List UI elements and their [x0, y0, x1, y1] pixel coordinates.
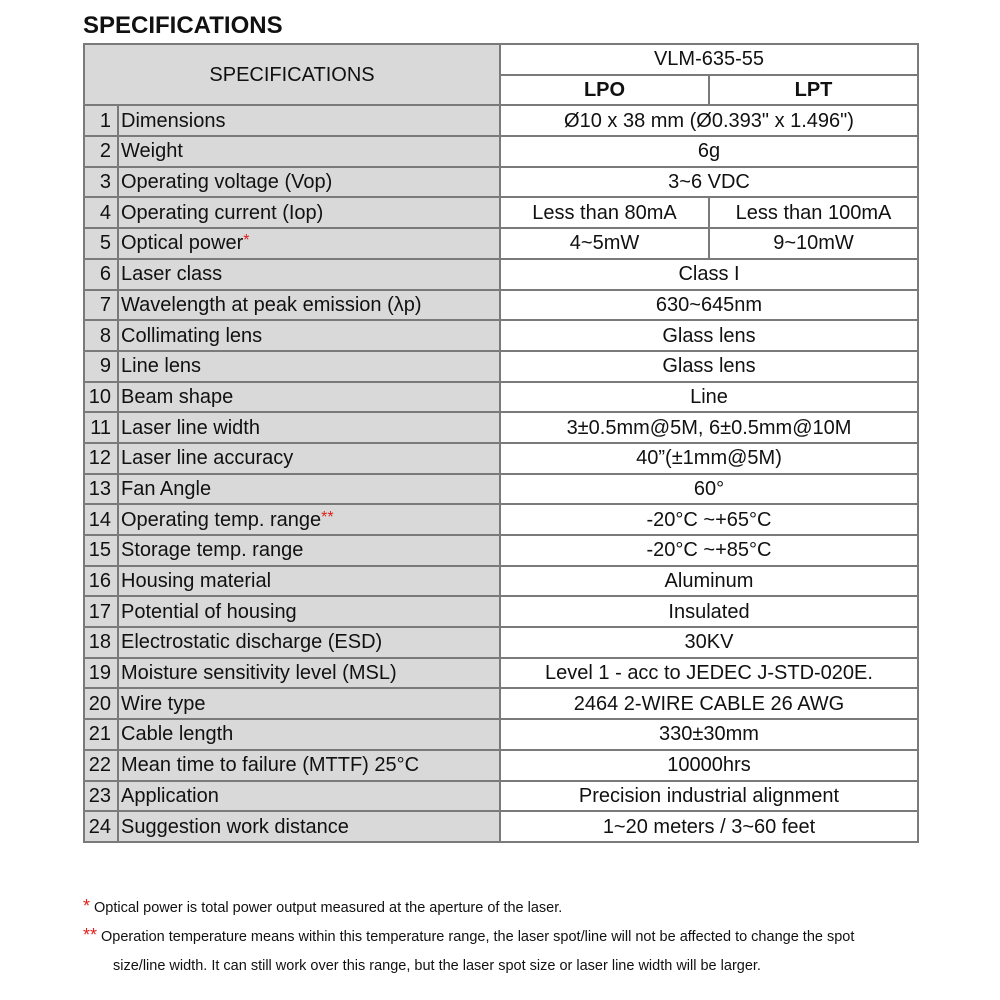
spec-label-text: Optical power — [121, 232, 244, 255]
row-number: 11 — [84, 412, 118, 443]
spec-label — [118, 627, 500, 658]
spec-label-text: Operating current (Iop) — [121, 201, 324, 224]
spec-label-text: Fan Angle — [121, 477, 212, 500]
spec-label-text: Weight — [121, 140, 183, 163]
table-row — [84, 535, 918, 566]
spec-label — [118, 719, 500, 750]
page-title: SPECIFICATIONS — [83, 12, 283, 39]
table-row — [84, 658, 918, 689]
spec-label-text: Collimating lens — [121, 324, 263, 347]
spec-label — [118, 750, 500, 781]
footnote-text: Optical power is total power output measured at the aperture of the laser. — [94, 900, 563, 916]
spec-label — [118, 259, 500, 290]
spec-label-text: Dimensions — [121, 109, 226, 132]
spec-value: 3~6 VDC — [500, 167, 918, 198]
table-row — [84, 688, 918, 719]
spec-label-text: Wavelength at peak emission (λp) — [121, 293, 422, 316]
spec-label — [118, 535, 500, 566]
spec-label — [118, 474, 500, 505]
spec-value: 630~645nm — [500, 290, 918, 321]
spec-label — [118, 566, 500, 597]
model-header: VLM-635-55 — [500, 44, 918, 75]
spec-label-text: Application — [121, 784, 219, 807]
header-row-model — [84, 44, 918, 75]
variant-header-lpo: LPO — [500, 75, 709, 106]
table-row — [84, 105, 918, 136]
row-number: 16 — [84, 566, 118, 597]
spec-label-text: Laser line accuracy — [121, 447, 294, 470]
table-row — [84, 811, 918, 842]
table-row — [84, 504, 918, 535]
spec-label-text: Potential of housing — [121, 600, 297, 623]
table-row — [84, 750, 918, 781]
spec-value: Glass lens — [500, 320, 918, 351]
spec-value: Line — [500, 382, 918, 413]
spec-label-text: Operating temp. range — [121, 508, 322, 531]
spec-value: Precision industrial alignment — [500, 781, 918, 812]
spec-label-text: Mean time to failure (MTTF) 25°C — [121, 754, 420, 777]
table-row — [84, 228, 918, 259]
footnotes — [83, 898, 963, 976]
footnote-marker: ** — [321, 508, 334, 526]
spec-value-lpt: Less than 100mA — [709, 197, 918, 228]
spec-value: Glass lens — [500, 351, 918, 382]
spec-label — [118, 290, 500, 321]
specifications-header: SPECIFICATIONS — [84, 44, 500, 105]
spec-label — [118, 167, 500, 198]
spec-value: Aluminum — [500, 566, 918, 597]
table-row — [84, 136, 918, 167]
spec-value: Level 1 - acc to JEDEC J-STD-020E. — [500, 658, 918, 689]
table-row — [84, 566, 918, 597]
table-row — [84, 259, 918, 290]
table-row — [84, 596, 918, 627]
spec-label — [118, 105, 500, 136]
spec-value: 330±30mm — [500, 719, 918, 750]
specifications-table — [83, 43, 919, 843]
spec-value: 40”(±1mm@5M) — [500, 443, 918, 474]
spec-label-text: Housing material — [121, 570, 272, 593]
spec-label — [118, 320, 500, 351]
row-number: 9 — [84, 351, 118, 382]
spec-value: -20°C ~+65°C — [500, 504, 918, 535]
spec-label — [118, 781, 500, 812]
spec-value-lpo: Less than 80mA — [500, 197, 709, 228]
spec-label-text: Moisture sensitivity level (MSL) — [121, 662, 397, 685]
spec-label-text: Line lens — [121, 355, 202, 378]
footnote-optical-power — [83, 898, 963, 918]
row-number: 8 — [84, 320, 118, 351]
spec-value-lpo: 4~5mW — [500, 228, 709, 259]
row-number: 6 — [84, 259, 118, 290]
row-number: 1 — [84, 105, 118, 136]
table-row — [84, 197, 918, 228]
spec-label — [118, 811, 500, 842]
row-number: 4 — [84, 197, 118, 228]
row-number: 10 — [84, 382, 118, 413]
spec-value: 1~20 meters / 3~60 feet — [500, 811, 918, 842]
row-number: 5 — [84, 228, 118, 259]
variant-header-lpt: LPT — [709, 75, 918, 106]
spec-label — [118, 658, 500, 689]
spec-label-text: Laser line width — [121, 416, 260, 439]
row-number: 7 — [84, 290, 118, 321]
table-row — [84, 443, 918, 474]
spec-label — [118, 382, 500, 413]
spec-label-text: Wire type — [121, 692, 206, 715]
row-number: 2 — [84, 136, 118, 167]
footnote-asterisk: ** — [83, 925, 98, 945]
spec-value: Ø10 x 38 mm (Ø0.393" x 1.496") — [500, 105, 918, 136]
spec-value: 3±0.5mm@5M, 6±0.5mm@10M — [500, 412, 918, 443]
spec-value: 6g — [500, 136, 918, 167]
spec-value: -20°C ~+85°C — [500, 535, 918, 566]
table-row — [84, 474, 918, 505]
spec-value: 30KV — [500, 627, 918, 658]
spec-label-text: Suggestion work distance — [121, 815, 349, 838]
spec-label — [118, 228, 500, 259]
spec-value: 10000hrs — [500, 750, 918, 781]
spec-label-text: Laser class — [121, 263, 223, 286]
spec-label — [118, 136, 500, 167]
row-number: 13 — [84, 474, 118, 505]
spec-label-text: Electrostatic discharge (ESD) — [121, 631, 383, 654]
spec-label-text: Beam shape — [121, 385, 234, 408]
table-row — [84, 412, 918, 443]
table-row — [84, 382, 918, 413]
spec-value: 2464 2-WIRE CABLE 26 AWG — [500, 688, 918, 719]
table-row — [84, 781, 918, 812]
footnote-text-line1: Operation temperature means within this temperature range, the laser spot/line will not be affected to change the spot — [101, 929, 855, 945]
spec-label-text: Storage temp. range — [121, 539, 304, 562]
row-number: 21 — [84, 719, 118, 750]
spec-label-text: Operating voltage (Vop) — [121, 171, 333, 194]
row-number: 17 — [84, 596, 118, 627]
spec-label — [118, 596, 500, 627]
spec-value: Insulated — [500, 596, 918, 627]
row-number: 14 — [84, 504, 118, 535]
spec-value: Class I — [500, 259, 918, 290]
row-number: 22 — [84, 750, 118, 781]
spec-value: 60° — [500, 474, 918, 505]
spec-label — [118, 688, 500, 719]
table-row — [84, 719, 918, 750]
footnote-asterisk: * — [83, 896, 91, 916]
spec-label — [118, 351, 500, 382]
spec-label — [118, 443, 500, 474]
row-number: 20 — [84, 688, 118, 719]
table-row — [84, 351, 918, 382]
row-number: 12 — [84, 443, 118, 474]
table-row — [84, 290, 918, 321]
spec-value-lpt: 9~10mW — [709, 228, 918, 259]
spec-label — [118, 197, 500, 228]
footnote-marker: * — [243, 232, 250, 250]
row-number: 3 — [84, 167, 118, 198]
row-number: 23 — [84, 781, 118, 812]
table-row — [84, 167, 918, 198]
row-number: 24 — [84, 811, 118, 842]
row-number: 19 — [84, 658, 118, 689]
footnote-operating-temp — [83, 927, 963, 976]
table-row — [84, 320, 918, 351]
spec-label-text: Cable length — [121, 723, 234, 746]
row-number: 15 — [84, 535, 118, 566]
row-number: 18 — [84, 627, 118, 658]
table-row — [84, 627, 918, 658]
footnote-text-line2: size/line width. It can still work over this range, but the laser spot size or laser line width will be larger. — [113, 958, 761, 974]
spec-label — [118, 412, 500, 443]
spec-label — [118, 504, 500, 535]
